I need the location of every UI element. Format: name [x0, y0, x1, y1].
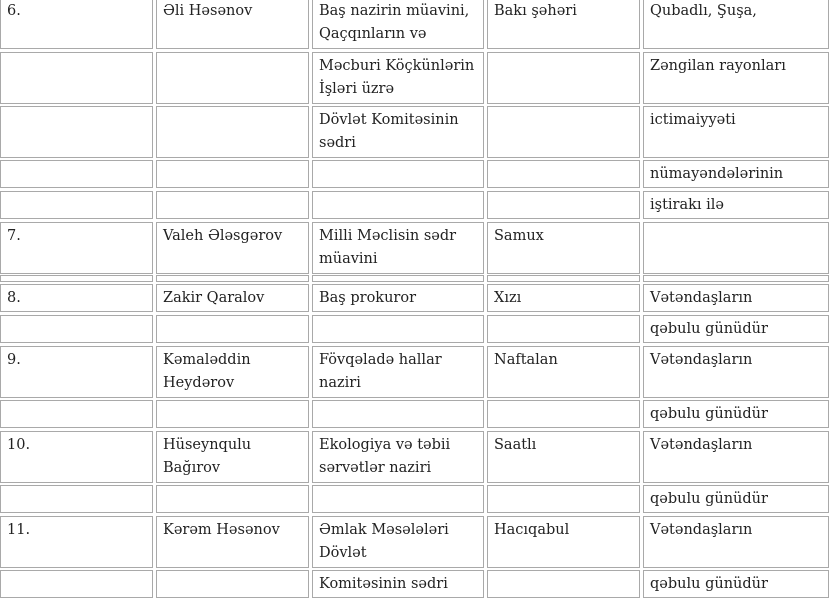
- note-cell-text: nümayəndələrinin: [650, 166, 784, 182]
- place-cell: [487, 275, 640, 282]
- position-cell: [312, 346, 484, 398]
- position-cell: [312, 570, 484, 598]
- number-cell: [0, 516, 153, 568]
- name-cell: [156, 284, 309, 312]
- number-cell: [0, 570, 153, 598]
- number-cell: [0, 191, 153, 219]
- name-cell: [156, 52, 309, 104]
- number-cell-text: 9.: [7, 352, 21, 368]
- number-cell-text: 7.: [7, 228, 21, 244]
- position-cell: [312, 222, 484, 274]
- note-cell: [643, 431, 829, 483]
- note-cell: [643, 284, 829, 312]
- position-cell-text: Fövqəladə hallar naziri: [319, 352, 442, 391]
- position-cell-text: Komitəsinin sədri: [319, 576, 448, 592]
- position-cell: [312, 191, 484, 219]
- name-cell-text: Valeh Ələsgərov: [163, 228, 283, 244]
- number-cell: [0, 106, 153, 158]
- position-cell-text: Ekologiya və təbii sərvətlər naziri: [319, 437, 451, 476]
- table-row: [0, 400, 833, 428]
- note-cell-text: Zəngilan rayonları: [650, 58, 786, 74]
- number-cell: [0, 431, 153, 483]
- number-cell-text: 6.: [7, 3, 21, 19]
- note-cell-text: Qubadlı, Şuşa,: [650, 3, 757, 19]
- name-cell: [156, 485, 309, 513]
- place-cell: [487, 485, 640, 513]
- position-cell: [312, 315, 484, 343]
- note-cell-text: Vətəndaşların: [650, 437, 753, 453]
- table-row: [0, 222, 833, 274]
- table-row: [0, 0, 833, 49]
- place-cell: [487, 516, 640, 568]
- number-cell: [0, 485, 153, 513]
- number-cell: [0, 284, 153, 312]
- note-cell: [643, 346, 829, 398]
- place-cell: [487, 106, 640, 158]
- note-cell: [643, 106, 829, 158]
- position-cell-text: Baş nazirin müavini, Qaçqınların və: [319, 3, 470, 42]
- name-cell: [156, 191, 309, 219]
- name-cell: [156, 160, 309, 188]
- position-cell-text: Əmlak Məsələləri Dövlət: [319, 522, 449, 561]
- note-cell-text: qəbulu günüdür: [650, 576, 768, 592]
- position-cell-text: Milli Məclisin sədr müavini: [319, 228, 457, 267]
- number-cell: [0, 315, 153, 343]
- place-cell: [487, 160, 640, 188]
- name-cell-text: Kərəm Həsənov: [163, 522, 280, 538]
- number-cell: [0, 222, 153, 274]
- place-cell: [487, 570, 640, 598]
- position-cell: [312, 160, 484, 188]
- name-cell-text: Zakir Qaralov: [163, 290, 265, 306]
- position-cell: [312, 284, 484, 312]
- note-cell: [643, 516, 829, 568]
- position-cell-text: Məcburi Köçkünlərin İşləri üzrə: [319, 58, 475, 97]
- position-cell-text: Baş prokuror: [319, 290, 417, 306]
- number-cell: [0, 52, 153, 104]
- place-cell-text: Saatlı: [494, 437, 537, 453]
- place-cell: [487, 0, 640, 49]
- name-cell: [156, 275, 309, 282]
- place-cell-text: Naftalan: [494, 352, 558, 368]
- number-cell: [0, 160, 153, 188]
- table-row: [0, 191, 833, 219]
- note-cell: [643, 52, 829, 104]
- name-cell: [156, 315, 309, 343]
- note-cell: [643, 160, 829, 188]
- name-cell: [156, 346, 309, 398]
- name-cell: [156, 570, 309, 598]
- place-cell: [487, 222, 640, 274]
- table-row: [0, 346, 833, 398]
- name-cell: [156, 0, 309, 49]
- position-cell: [312, 0, 484, 49]
- number-cell-text: 11.: [7, 522, 31, 538]
- name-cell-text: Kəmaləddin Heydərov: [163, 352, 251, 391]
- note-cell-text: qəbulu günüdür: [650, 491, 768, 507]
- position-cell: [312, 106, 484, 158]
- table-row: [0, 516, 833, 568]
- table-row: [0, 106, 833, 158]
- note-cell: [643, 0, 829, 49]
- place-cell: [487, 346, 640, 398]
- position-cell-text: Dövlət Komitəsinin sədri: [319, 112, 459, 151]
- table-row: [0, 275, 833, 282]
- name-cell: [156, 400, 309, 428]
- position-cell: [312, 400, 484, 428]
- name-cell-text: Əli Həsənov: [163, 3, 253, 19]
- place-cell: [487, 315, 640, 343]
- note-cell: [643, 485, 829, 513]
- place-cell: [487, 284, 640, 312]
- note-cell-text: qəbulu günüdür: [650, 406, 768, 422]
- place-cell: [487, 400, 640, 428]
- place-cell: [487, 52, 640, 104]
- number-cell: [0, 0, 153, 49]
- position-cell: [312, 516, 484, 568]
- place-cell-text: Samux: [494, 228, 544, 244]
- name-cell: [156, 106, 309, 158]
- number-cell-text: 10.: [7, 437, 31, 453]
- number-cell-text: 8.: [7, 290, 21, 306]
- name-cell: [156, 222, 309, 274]
- note-cell: [643, 222, 829, 274]
- position-cell: [312, 52, 484, 104]
- position-cell: [312, 485, 484, 513]
- table-row: [0, 52, 833, 104]
- name-cell: [156, 516, 309, 568]
- note-cell-text: Vətəndaşların: [650, 522, 753, 538]
- place-cell: [487, 191, 640, 219]
- note-cell-text: iştirakı ilə: [650, 197, 725, 213]
- table-row: [0, 284, 833, 312]
- position-cell: [312, 431, 484, 483]
- number-cell: [0, 275, 153, 282]
- number-cell: [0, 400, 153, 428]
- number-cell: [0, 346, 153, 398]
- table-row: [0, 485, 833, 513]
- note-cell-text: ictimaiyyəti: [650, 112, 736, 128]
- table-row: [0, 431, 833, 483]
- note-cell-text: Vətəndaşların: [650, 352, 753, 368]
- note-cell: [643, 275, 829, 282]
- note-cell: [643, 400, 829, 428]
- table-row: [0, 160, 833, 188]
- note-cell: [643, 570, 829, 598]
- table-row: [0, 315, 833, 343]
- place-cell-text: Xızı: [494, 290, 522, 306]
- place-cell-text: Hacıqabul: [494, 522, 570, 538]
- note-cell: [643, 191, 829, 219]
- note-cell-text: qəbulu günüdür: [650, 321, 768, 337]
- name-cell: [156, 431, 309, 483]
- place-cell: [487, 431, 640, 483]
- table-row: [0, 570, 833, 598]
- note-cell-text: Vətəndaşların: [650, 290, 753, 306]
- place-cell-text: Bakı şəhəri: [494, 3, 577, 19]
- position-cell: [312, 275, 484, 282]
- note-cell: [643, 315, 829, 343]
- name-cell-text: Hüseynqulu Bağırov: [163, 437, 252, 476]
